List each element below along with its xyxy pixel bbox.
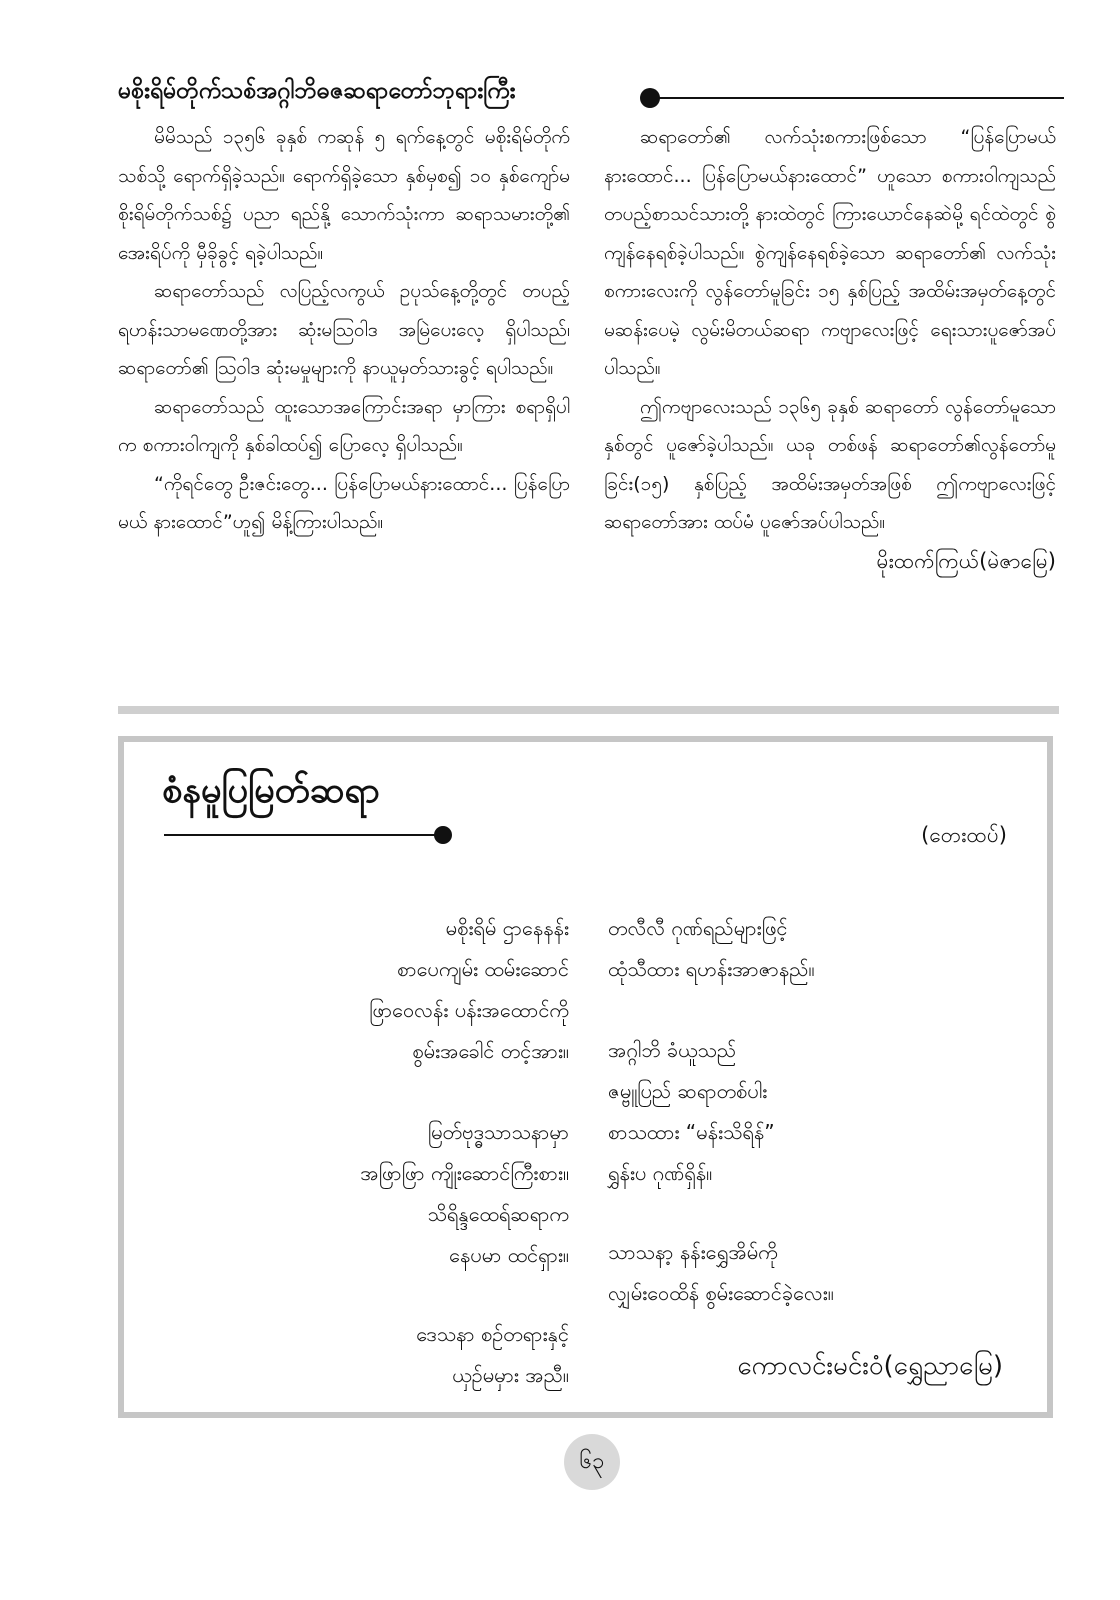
- poem-line: ဖြာဝေလန်း ပန်းအထောင်ကို: [369, 998, 569, 1022]
- article-paragraph: ဆရာတော်သည် လပြည့်လကွယ် ဥပုသ်နေ့တို့တွင် တပည့်ရဟန်းသာမဏေတို့အား ဆုံးမဩဝါဒ အမြဲပေးလေ့ ရှိပါသည်၊ ဆရာတော်၏ ဩဝါဒ ဆုံးမမှုများကို နာယူမှတ်သားခွင့် ရပါသည်။: [118, 280, 570, 379]
- poem-author: ကောလင်းမင်းဝံ(ရွှေညာမြေ): [737, 1351, 1003, 1381]
- poem-line: နေပမာ ထင်ရှား။: [449, 1243, 569, 1267]
- poem-line: သာသနာ့ နန်းရွှေအိမ်ကို: [608, 1240, 778, 1264]
- poem-stanza-2-left: [360, 1112, 569, 1276]
- article-column-right: [604, 118, 1056, 580]
- poem-line: ဇမ္ဗူပြည် ဆရာတစ်ပါး: [608, 1079, 768, 1103]
- article-column-left: [118, 118, 570, 542]
- section-separator: [118, 706, 1059, 714]
- poem-stanza-3-right: [608, 1232, 834, 1314]
- article-paragraph: “ကိုရင်တွေ ဦးဇင်းတွေ... ပြန်ပြောမယ်နားထောင်... ပြန်ပြောမယ် နားထောင်”ဟူ၍ မိန့်ကြားပါသည်။: [118, 472, 570, 533]
- poem-line: မြတ်ဗုဒ္ဓသာသနာမှာ: [427, 1120, 569, 1144]
- poem-line: စာပေကျမ်း ထမ်းဆောင်: [397, 957, 569, 981]
- poem-line: တလီလီ ဂုဏ်ရည်များဖြင့်: [608, 916, 788, 940]
- poem-line: စွမ်းအခေါင် တင့်အား။: [412, 1039, 569, 1063]
- poem-title-bullet: [434, 826, 452, 844]
- poem-line: ယှဉ်မမှား အညီ။: [452, 1363, 569, 1387]
- poem-title-rule: [164, 834, 442, 836]
- article-title: မစိုးရိမ်တိုက်သစ်အဂ္ဂါဘိဓဇဆရာတော်ဘုရားကြီး: [118, 78, 516, 104]
- poem-line: အဂ္ဂါဘိ ခံယူသည်: [608, 1038, 737, 1062]
- poem-line: ရွှန်းပ ဂုဏ်ရှိန်။: [608, 1161, 713, 1185]
- poem-line: လျှမ်းဝေထိန် စွမ်းဆောင်ခဲ့လေး။: [608, 1281, 834, 1305]
- poem-stanza-2-right: [608, 1030, 775, 1194]
- poem-stanza-1-left: [369, 908, 569, 1072]
- poem-stanza-3-left: [416, 1314, 569, 1396]
- poem-title: စံနမူပြမြတ်ဆရာ: [162, 770, 380, 811]
- poem-line: သိရိန္ဒထေရ်ဆရာက: [427, 1202, 569, 1226]
- article-paragraph: ဆရာတော်၏ လက်သုံးစကားဖြစ်သော “ပြန်ပြောမယ် နားထောင်... ပြန်ပြောမယ်နားထောင်” ဟူသော စကားဝါကျသည် တပည့်စာသင်သားတို့ နားထဲတွင် ကြားယောင်နေဆဲမို့ ရင်ထဲတွင် စွဲကျန်နေရစ်ခဲ့ပါသည်။ စွဲကျန်နေရစ်ခဲ့သော ဆရာတော်၏ လက်သုံး စကားလေးကို လွန်တော်မူခြင်း ၁၅ နှစ်ပြည့် အထိမ်းအမှတ်နေ့တွင် မဆန်းပေမဲ့ လွမ်းမိတယ်ဆရာ ကဗျာလေးဖြင့် ရေးသားပူဇော်အပ်ပါသည်။: [604, 126, 1056, 379]
- article-header: [118, 70, 1064, 118]
- article: [118, 70, 1064, 573]
- poem-line: ထုံသီထား ရဟန်းအာဇာနည်။: [608, 957, 815, 981]
- poem-line: အဖြာဖြာ ကျိုးဆောင်ကြီးစား။: [360, 1161, 569, 1185]
- poem-line: မစိုးရိမ် ဌာနေနန်း: [445, 916, 569, 940]
- poem-box: [118, 736, 1053, 1418]
- poem-type-label: (တေးထပ်): [921, 823, 1007, 847]
- poem-line: စာသထား “မန်းသိရိန်”: [608, 1120, 775, 1144]
- article-paragraph: ဤကဗျာလေးသည် ၁၃၆၅ ခုနှစ် ဆရာတော် လွန်တော်မူသော နှစ်တွင် ပူဇော်ခဲ့ပါသည်။ ယခု တစ်ဖန် ဆရာတော်၏လွန်တော်မူခြင်း(၁၅) နှစ်ပြည့် အထိမ်းအမှတ်အဖြစ် ဤကဗျာလေးဖြင့် ဆရာတော်အား ထပ်မံ ပူဇော်အပ်ပါသည်။: [604, 395, 1056, 533]
- header-rule: [653, 97, 1064, 99]
- article-byline: မိုးထက်ကြယ်(မဲဇာမြေ): [876, 548, 1056, 573]
- article-paragraph: ဆရာတော်သည် ထူးသောအကြောင်းအရာ မှာကြား စရာရှိပါက စကားဝါကျကို နှစ်ခါထပ်၍ ပြောလေ့ ရှိပါသည်။: [118, 395, 570, 456]
- page-number: ၆၃: [564, 1434, 620, 1490]
- article-paragraph: မိမိသည် ၁၃၅၆ ခုနှစ် ကဆုန် ၅ ရက်နေ့တွင် မစိုးရိမ်တိုက်သစ်သို့ ရောက်ရှိခဲ့သည်။ ရောက်ရှိခဲ့သော နှစ်မှစ၍ ၁၀ နှစ်ကျော်မစိုးရိမ်တိုက်သစ်၌ ပညာ ရည်နို့ သောက်သုံးကာ ဆရာသမားတို့၏ အေးရိပ်ကို မှီခိုခွင့် ရခဲ့ပါသည်။: [118, 126, 570, 264]
- poem-line: ဒေသနာ စဉ်တရားနှင့်: [416, 1322, 569, 1346]
- poem-stanza-1-right: [608, 908, 815, 990]
